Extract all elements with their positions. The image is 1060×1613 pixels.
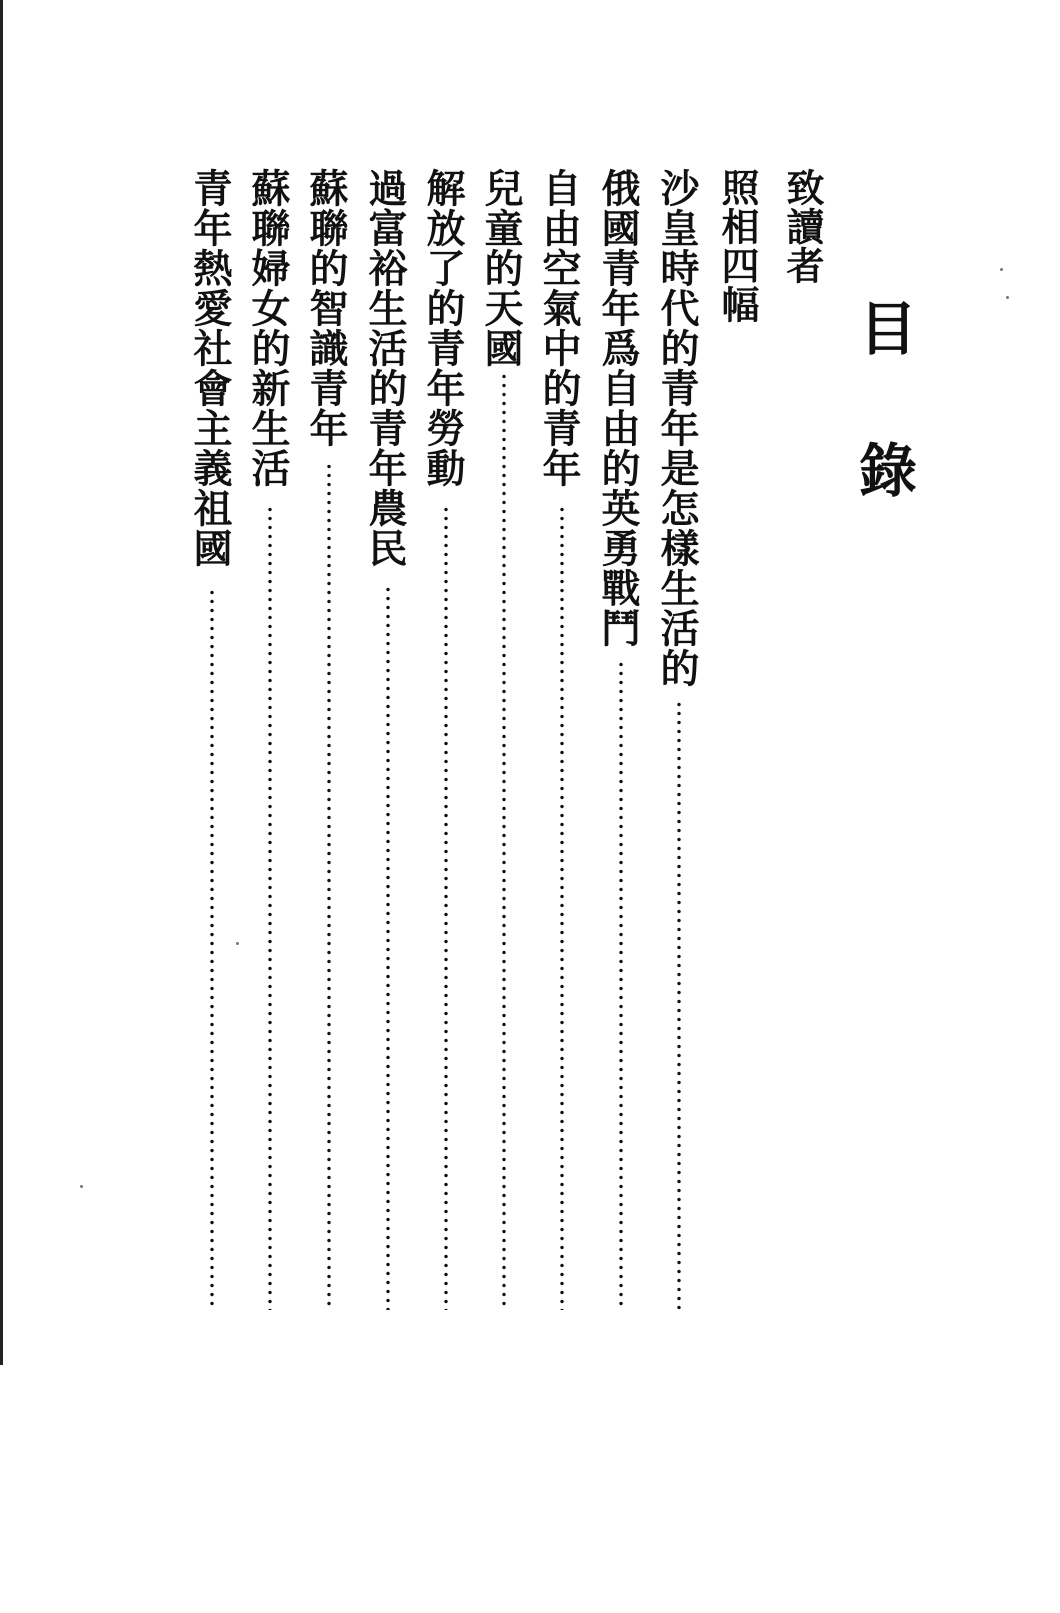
toc-entry-love-motherland: 青年熱愛社會主義祖國 (187, 168, 233, 568)
toc-entry-women-new-life: 蘇聯婦女的新生活 (245, 168, 291, 488)
toc-entry-russian-youth-struggle: 俄國青年爲自由的英勇戰鬥 (595, 168, 641, 648)
toc-entry-prosperous-peasants: 過富裕生活的青年農民 (362, 168, 408, 568)
print-speck (236, 942, 239, 945)
toc-entry-to-readers: 致讀者 (780, 168, 825, 285)
leader-dots (677, 700, 681, 1310)
print-speck (1000, 268, 1003, 271)
title-char-1: 目 (858, 295, 917, 363)
leader-dots (327, 462, 331, 1310)
toc-entry-intellectual-youth: 蘇聯的智識青年 (303, 168, 349, 448)
leader-dots (444, 505, 448, 1310)
toc-entry-liberated-labor: 解放了的青年勞動 (420, 168, 466, 488)
toc-entry-free-air-youth: 自由空氣中的青年 (536, 168, 582, 488)
page-title (858, 295, 918, 505)
toc-entry-tsarist-youth: 沙皇時代的青年是怎樣生活的 (654, 168, 700, 688)
page-edge-rule (0, 0, 3, 1365)
leader-dots (268, 505, 272, 1310)
toc-entry-photos: 照相四幅 (715, 168, 760, 324)
leader-dots (386, 585, 390, 1310)
leader-dots (619, 660, 623, 1310)
leader-dots (210, 588, 214, 1310)
print-speck (1006, 296, 1009, 299)
leader-dots (560, 505, 564, 1310)
leader-dots (502, 372, 506, 1310)
title-char-2: 錄 (858, 437, 917, 505)
toc-entry-childrens-paradise: 兒童的天國 (478, 168, 524, 368)
print-speck (80, 1185, 83, 1188)
